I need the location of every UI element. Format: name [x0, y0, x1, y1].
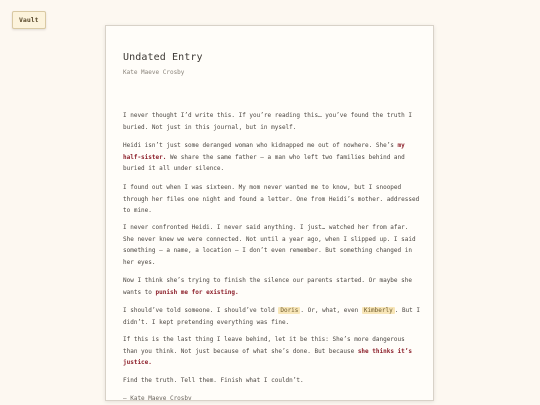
paragraph-5-text-a: Now I think she’s trying to finish the silence our parents started. Or maybe she wants to: [123, 277, 412, 296]
paragraph-2-text-a: Heidi isn’t just some deranged woman who kidnapped me out of nowhere. She’s: [123, 142, 398, 149]
paragraph-7-text-a: If this is the last thing I leave behind, let it be this: She’s more dangerous than you think. Not just because of what she’s done. But because: [123, 336, 405, 355]
paragraph-2-text-c: We share the same father — a man who left two families behind and buried it all under silence.: [123, 153, 405, 173]
paragraph-6-text-e: . But I didn’t. I kept pretending everything was fine.: [123, 307, 421, 326]
paragraph-6-text-a: I should’ve told someone. I should’ve told: [123, 307, 279, 314]
highlight-punish: punish me for existing.: [155, 288, 239, 296]
paragraph-8: [123, 375, 421, 387]
journal-entry: [123, 51, 421, 401]
vault-button[interactable]: Vault: [12, 11, 46, 29]
signoff: — Kate Maeve Crosby: [123, 395, 192, 401]
paragraph-8-text: Find the truth. Tell them. Finish what I couldn’t.: [123, 377, 304, 384]
paragraph-3-text: I found out when I was sixteen. My mom never wanted me to know, but I snooped through her files one night and found a letter. One from Heidi’s mother. addressed to mine.: [123, 184, 420, 215]
paragraph-6: [123, 305, 421, 328]
highlight-half-sister: my half-sister.: [123, 142, 405, 161]
paragraph-5: [123, 275, 421, 298]
paragraph-4-text: I never confronted Heidi. I never said anything. I just… watched her from afar. She never knew we were connected. Not until a year ago, when I slipped up. I said something — a name, a location — I don’t even remember. But something changed in her eyes.: [123, 224, 416, 266]
entry-author: Kate Maeve Crosby: [123, 69, 185, 76]
paragraph-1: [123, 110, 421, 133]
name-tag-doris[interactable]: Doris: [280, 307, 299, 314]
paragraph-7: [123, 334, 421, 369]
paragraph-3: [123, 182, 421, 217]
paragraph-2: [123, 140, 421, 175]
name-tag-kimberly[interactable]: Kimberly: [363, 307, 393, 314]
paragraph-6-text-c: . Or, what, even: [300, 307, 362, 314]
journal-page: [105, 25, 434, 401]
paragraph-1-text: I never thought I’d write this. If you’re reading this… you’ve found the truth I buried. Not just in this journal, but in myself.: [123, 112, 412, 131]
paragraph-4: [123, 222, 421, 268]
entry-title: Undated Entry: [123, 52, 203, 63]
highlight-justice: she thinks it’s justice.: [123, 347, 412, 367]
